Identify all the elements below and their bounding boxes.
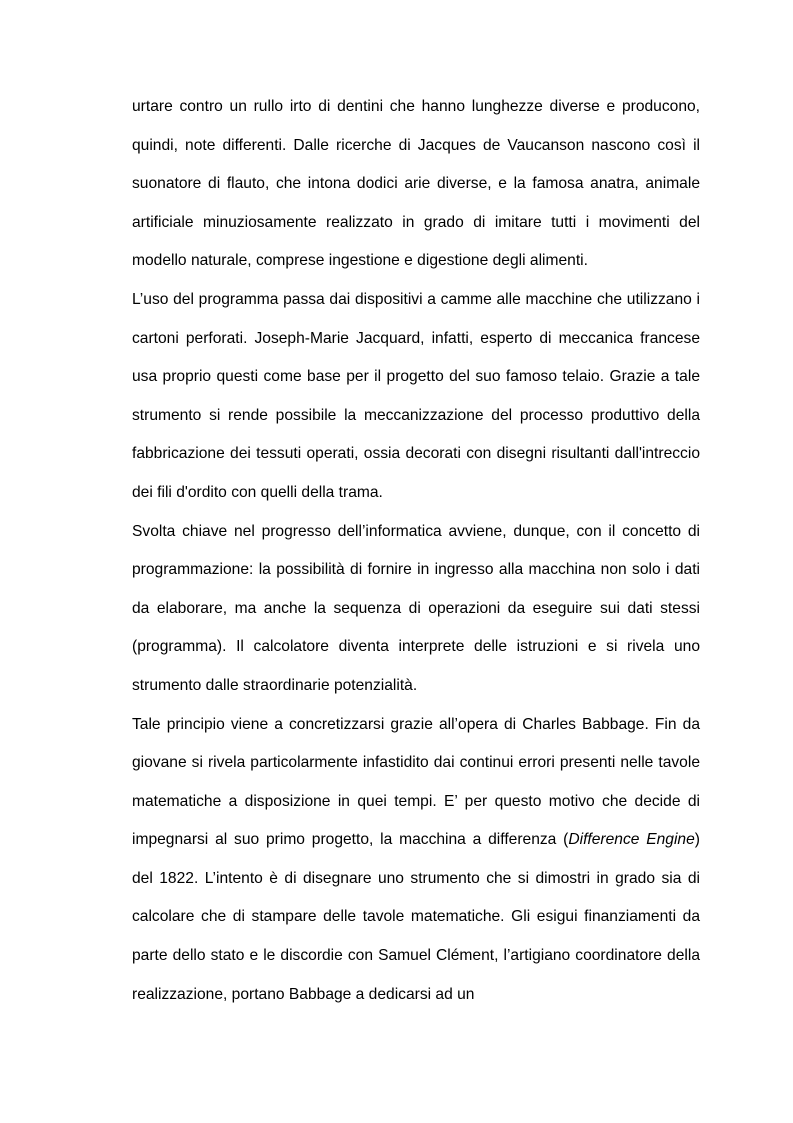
- paragraph-jacquard: L’uso del programma passa dai dispositivi a camme alle macchine che utilizzano i cartoni perforati. Joseph-Marie Jacquard, infatti, esperto di meccanica francese usa proprio questi come base per il progetto del suo famoso telaio. Grazie a tale strumento si rende possibile la meccanizzazione del processo produttivo della fabbricazione dei tessuti operati, ossia decorati con disegni risultanti dall'intreccio dei fili d'ordito con quelli della trama.: [132, 290, 700, 501]
- paragraph-programmazione: Svolta chiave nel progresso dell’informatica avviene, dunque, con il concetto di programmazione: la possibilità di fornire in ingresso alla macchina non solo i dati da elaborare, ma anche la sequenza di operazioni da eseguire sui dati stessi (programma). Il calcolatore diventa interprete delle istruzioni e si rivela uno strumento dalle straordinarie potenzialità.: [132, 522, 700, 694]
- difference-engine-italic: Difference Engine: [568, 831, 695, 849]
- paragraph-babbage: [132, 706, 700, 1015]
- babbage-text-before: Tale principio viene a concretizzarsi grazie all’opera di Charles Babbage. Fin da giovane si rivela particolarmente infastidito dai continui errori presenti nelle tavole matematiche a disposizione in quei tempi. E’ per questo motivo che decide di impegnarsi al suo primo progetto, la macchina a differenza (: [132, 715, 700, 849]
- paragraph-vaucanson: urtare contro un rullo irto di dentini che hanno lunghezze diverse e producono, quindi, note differenti. Dalle ricerche di Jacques de Vaucanson nascono così il suonatore di flauto, che intona dodici arie diverse, e la famosa anatra, animale artificiale minuziosamente realizzato in grado di imitare tutti i movimenti del modello naturale, comprese ingestione e digestione degli alimenti.: [132, 98, 700, 270]
- document-page: [132, 88, 700, 1014]
- babbage-text-after: ) del 1822. L’intento è di disegnare uno strumento che si dimostri in grado sia di calcolare che di stampare delle tavole matematiche. Gli esigui finanziamenti da parte dello stato e le discordie con Samuel Clément, l’artigiano coordinatore della realizzazione, portano Babbage a dedicarsi ad un: [132, 831, 700, 1003]
